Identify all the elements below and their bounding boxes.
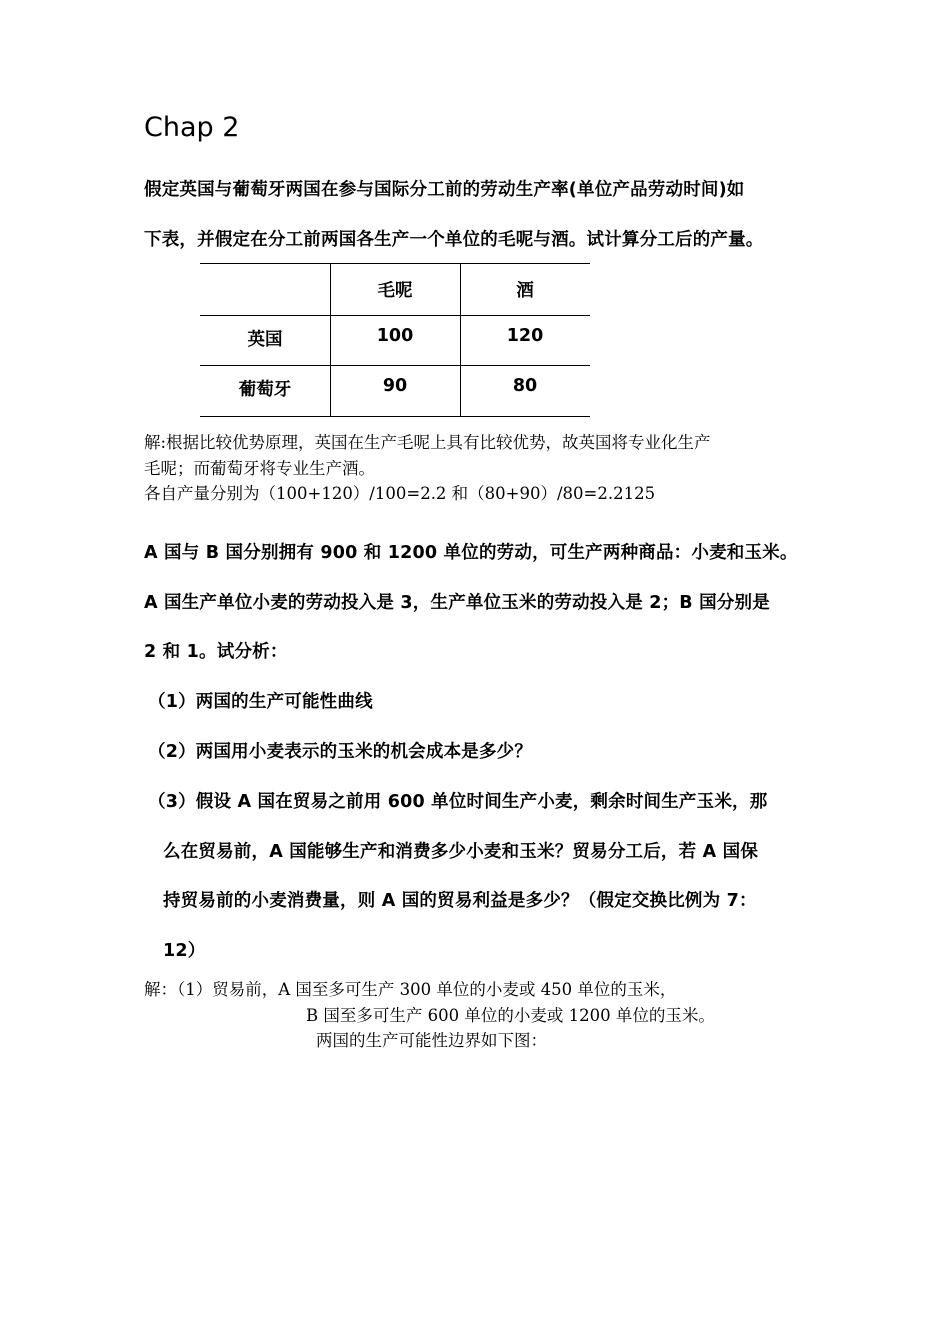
table-cell: 80 [512, 376, 538, 396]
table-cell: 英国 [247, 330, 283, 350]
question-2-sub-3-line-1: （3）假设 A 国在贸易之前用 600 单位时间生产小麦，剩余时间生产玉米，那 [148, 792, 768, 812]
question-1-line-1: 假定英国与葡萄牙两国在参与国际分工前的劳动生产率(单位产品劳动时间)如 [144, 180, 745, 200]
table-header-cell: 毛呢 [377, 281, 413, 301]
table-rule [200, 315, 590, 316]
question-2-sub-2: （2）两国用小麦表示的玉米的机会成本是多少？ [148, 742, 533, 762]
table-rule [200, 416, 590, 417]
question-2-line-1: A 国与 B 国分别拥有 900 和 1200 单位的劳动，可生产两种商品：小麦和玉米。 [144, 543, 798, 563]
answer-1-line-1: 解:根据比较优势原理，英国在生产毛呢上具有比较优势，故英国将专业化生产 [144, 433, 711, 452]
table-header-cell: 酒 [516, 281, 534, 301]
question-2-line-3: 2 和 1。试分析： [144, 642, 288, 662]
question-2-sub-1: （1）两国的生产可能性曲线 [148, 692, 373, 712]
question-2-sub-3-line-2: 么在贸易前，A 国能够生产和消费多少小麦和玉米？贸易分工后，若 A 国保 [163, 842, 759, 862]
table-cell: 葡萄牙 [238, 380, 292, 400]
table-rule [200, 263, 590, 264]
question-2-sub-3-line-4: 12） [163, 941, 206, 961]
answer-2-line-2: B 国至多可生产 600 单位的小麦或 1200 单位的玉米。 [306, 1006, 715, 1025]
answer-2-line-1: 解：（1）贸易前，A 国至多可生产 300 单位的小麦或 450 单位的玉米， [144, 980, 677, 999]
table-cell: 90 [382, 376, 408, 396]
productivity-table [200, 263, 590, 417]
question-2-line-2: A 国生产单位小麦的劳动投入是 3，生产单位玉米的劳动投入是 2；B 国分别是 [144, 593, 770, 613]
table-cell: 120 [506, 326, 544, 346]
question-2-sub-3-line-3: 持贸易前的小麦消费量，则 A 国的贸易利益是多少？（假定交换比例为 7： [163, 891, 757, 911]
answer-2-line-3: 两国的生产可能性边界如下图： [316, 1031, 547, 1050]
table-cell: 100 [376, 326, 414, 346]
answer-1-line-2: 毛呢；而葡萄牙将专业生产酒。 [144, 459, 375, 478]
answer-1-line-3: 各自产量分别为（100+120）/100=2.2 和（80+90）/80=2.2125 [144, 484, 656, 503]
page-title: Chap 2 [144, 112, 240, 143]
question-1-line-2: 下表，并假定在分工前两国各生产一个单位的毛呢与酒。试计算分工后的产量。 [144, 230, 764, 250]
table-rule [200, 365, 590, 366]
